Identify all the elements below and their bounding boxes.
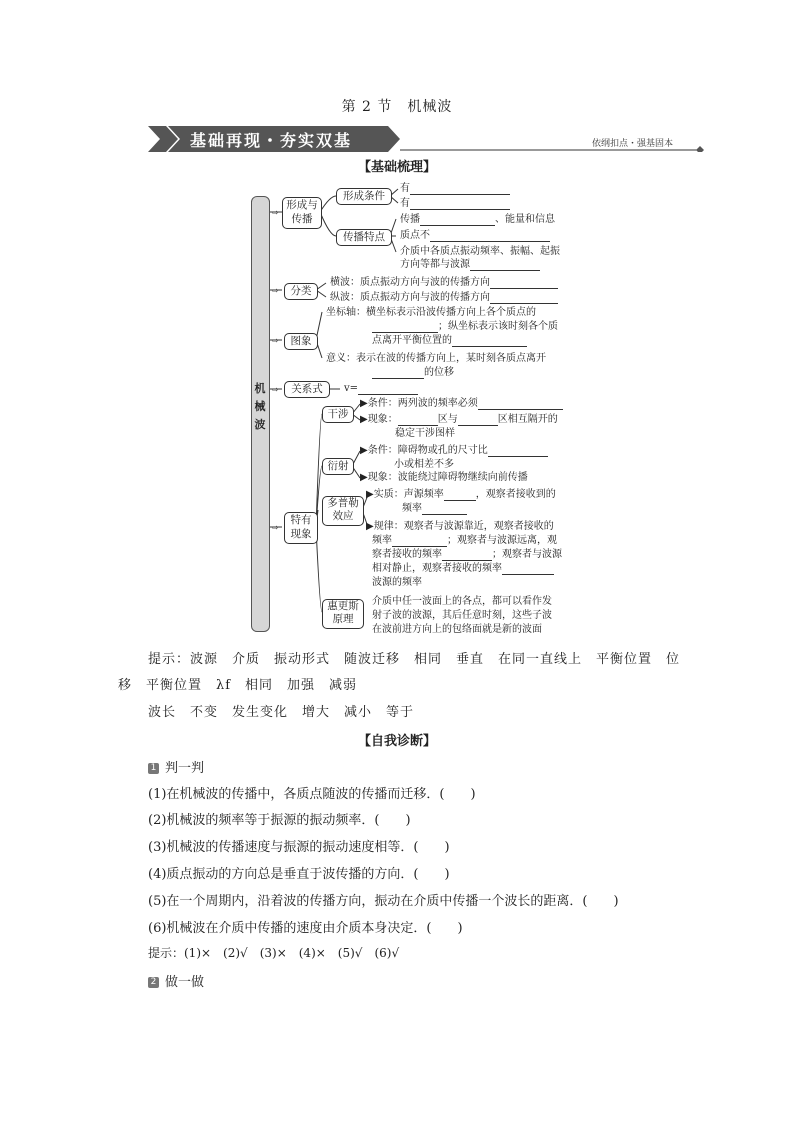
doppler-law-3: 察者接收的频率 ；观察者与波源: [372, 549, 562, 560]
hint-line-2: 移 平衡位置 λf 相同 加强 减弱: [118, 678, 358, 693]
doppler-essence-2: 频率: [402, 502, 467, 515]
judge-item-5: (5)在一个周期内，沿着波的传播方向，振动在介质中传播一个波长的距离．( ): [148, 894, 619, 909]
node-diffraction: 衍射: [322, 458, 354, 475]
diffraction-phenomenon: ▶现象：波能绕过障碍物继续向前传播: [360, 472, 528, 483]
doppler-law-1: ▶规律：观察者与波源靠近，观察者接收的: [366, 521, 554, 532]
diffraction-condition: ▶条件：障碍物或孔的尺寸比: [360, 444, 548, 457]
feature-2: 质点不: [400, 229, 550, 242]
node-classification: 分类: [284, 283, 318, 300]
doppler-law-2: 频率 ；观察者与波源远离，观: [372, 535, 557, 546]
hint-line-1: 提示：波源 介质 振动形式 随波迁移 相同 垂直 在同一直线上 平衡位置 位: [148, 652, 681, 667]
node-interference: 干涉: [322, 406, 354, 423]
node-huygens: 惠更斯 原理: [322, 599, 364, 629]
node-phenomena: 特有 现象: [284, 512, 318, 544]
class-transverse: 横波：质点振动方向与波的传播方向: [330, 276, 558, 289]
section-heading-combing: 【基础梳理】: [357, 160, 436, 175]
node-relation: 关系式: [284, 381, 330, 398]
node-graph: 图象: [284, 333, 318, 350]
condition-2: 有: [400, 197, 510, 210]
svg-text:⇨: ⇨: [272, 336, 279, 345]
feature-3: 介质中各质点振动频率、振幅、起振: [400, 246, 560, 257]
doit-heading: 2 做一做: [148, 971, 204, 990]
node-formation: 形成与 传播: [282, 197, 322, 229]
page-title: 第 2 节 机械波: [341, 99, 453, 115]
doppler-law-5: 波源的频率: [372, 577, 422, 588]
node-conditions: 形成条件: [336, 188, 392, 205]
condition-1: 有: [400, 182, 510, 195]
number-2-icon: 2: [148, 977, 159, 988]
judge-item-3: (3)机械波的传播速度与振源的振动速度相等．( ): [148, 840, 450, 855]
svg-text:⇨: ⇨: [272, 523, 279, 532]
doppler-essence: ▶实质：声源频率 ，观察者接收到的: [366, 489, 556, 500]
banner-subtitle: 依纲扣点・强基固本: [592, 139, 674, 149]
feature-4: 方向等都与波源: [400, 258, 540, 271]
svg-text:⇨: ⇨: [272, 385, 279, 394]
diffraction-condition-2: 小或相差不多: [394, 459, 454, 470]
banner-title: 基础再现・夯实双基: [190, 131, 353, 150]
graph-line-4: 意义：表示在波的传播方向上，某时刻各质点离开: [326, 353, 546, 364]
relation-formula: v=: [344, 382, 418, 395]
node-doppler: 多普勒 效应: [322, 496, 364, 526]
svg-text:⇨: ⇨: [272, 208, 279, 217]
graph-line-1: 坐标轴：横坐标表示沿波传播方向上各个质点的: [326, 307, 536, 318]
judge-item-6: (6)机械波在介质中传播的速度由介质本身决定．( ): [148, 921, 463, 936]
node-features: 传播特点: [336, 229, 392, 246]
judge-heading: 1 判一判: [148, 757, 204, 776]
interference-condition: ▶条件：两列波的频率必须: [360, 397, 563, 410]
section-heading-diagnosis: 【自我诊断】: [357, 734, 436, 749]
judge-item-4: (4)质点振动的方向总是垂直于波传播的方向．( ): [148, 867, 450, 882]
huygens-line-3: 在波前进方向上的包络面就是新的波面: [372, 624, 542, 635]
graph-line-5: 的位移: [372, 366, 454, 379]
graph-line-2: ；纵坐标表示该时刻各个质: [372, 320, 558, 333]
huygens-line-1: 介质中任一波面上的各点，都可以看作发: [372, 596, 552, 607]
svg-text:⇨: ⇨: [272, 286, 279, 295]
huygens-line-2: 射子波的波源，其后任意时刻，这些子波: [372, 610, 552, 621]
graph-line-3: 点离开平衡位置的: [372, 334, 527, 347]
hint-line-3: 波长 不变 发生变化 增大 减小 等于: [148, 705, 415, 720]
judge-item-1: (1)在机械波的传播中，各质点随波的传播而迁移．( ): [148, 787, 476, 802]
doppler-law-4: 相对静止，观察者接收的频率: [372, 562, 554, 575]
interference-pattern: 稳定干涉图样: [395, 428, 455, 439]
number-1-icon: 1: [148, 763, 159, 774]
judge-answer: 提示：(1)× (2)√ (3)× (4)× (5)√ (6)√: [148, 946, 400, 960]
judge-item-2: (2)机械波的频率等于振源的振动频率．( ): [148, 813, 411, 828]
class-longitudinal: 纵波：质点振动方向与波的传播方向: [330, 291, 558, 304]
feature-1: 传播 、能量和信息: [400, 214, 555, 225]
interference-phenomenon: ▶现象： 区与 区相互隔开的: [360, 414, 558, 425]
mindmap-root: 机 械 波: [254, 382, 266, 431]
